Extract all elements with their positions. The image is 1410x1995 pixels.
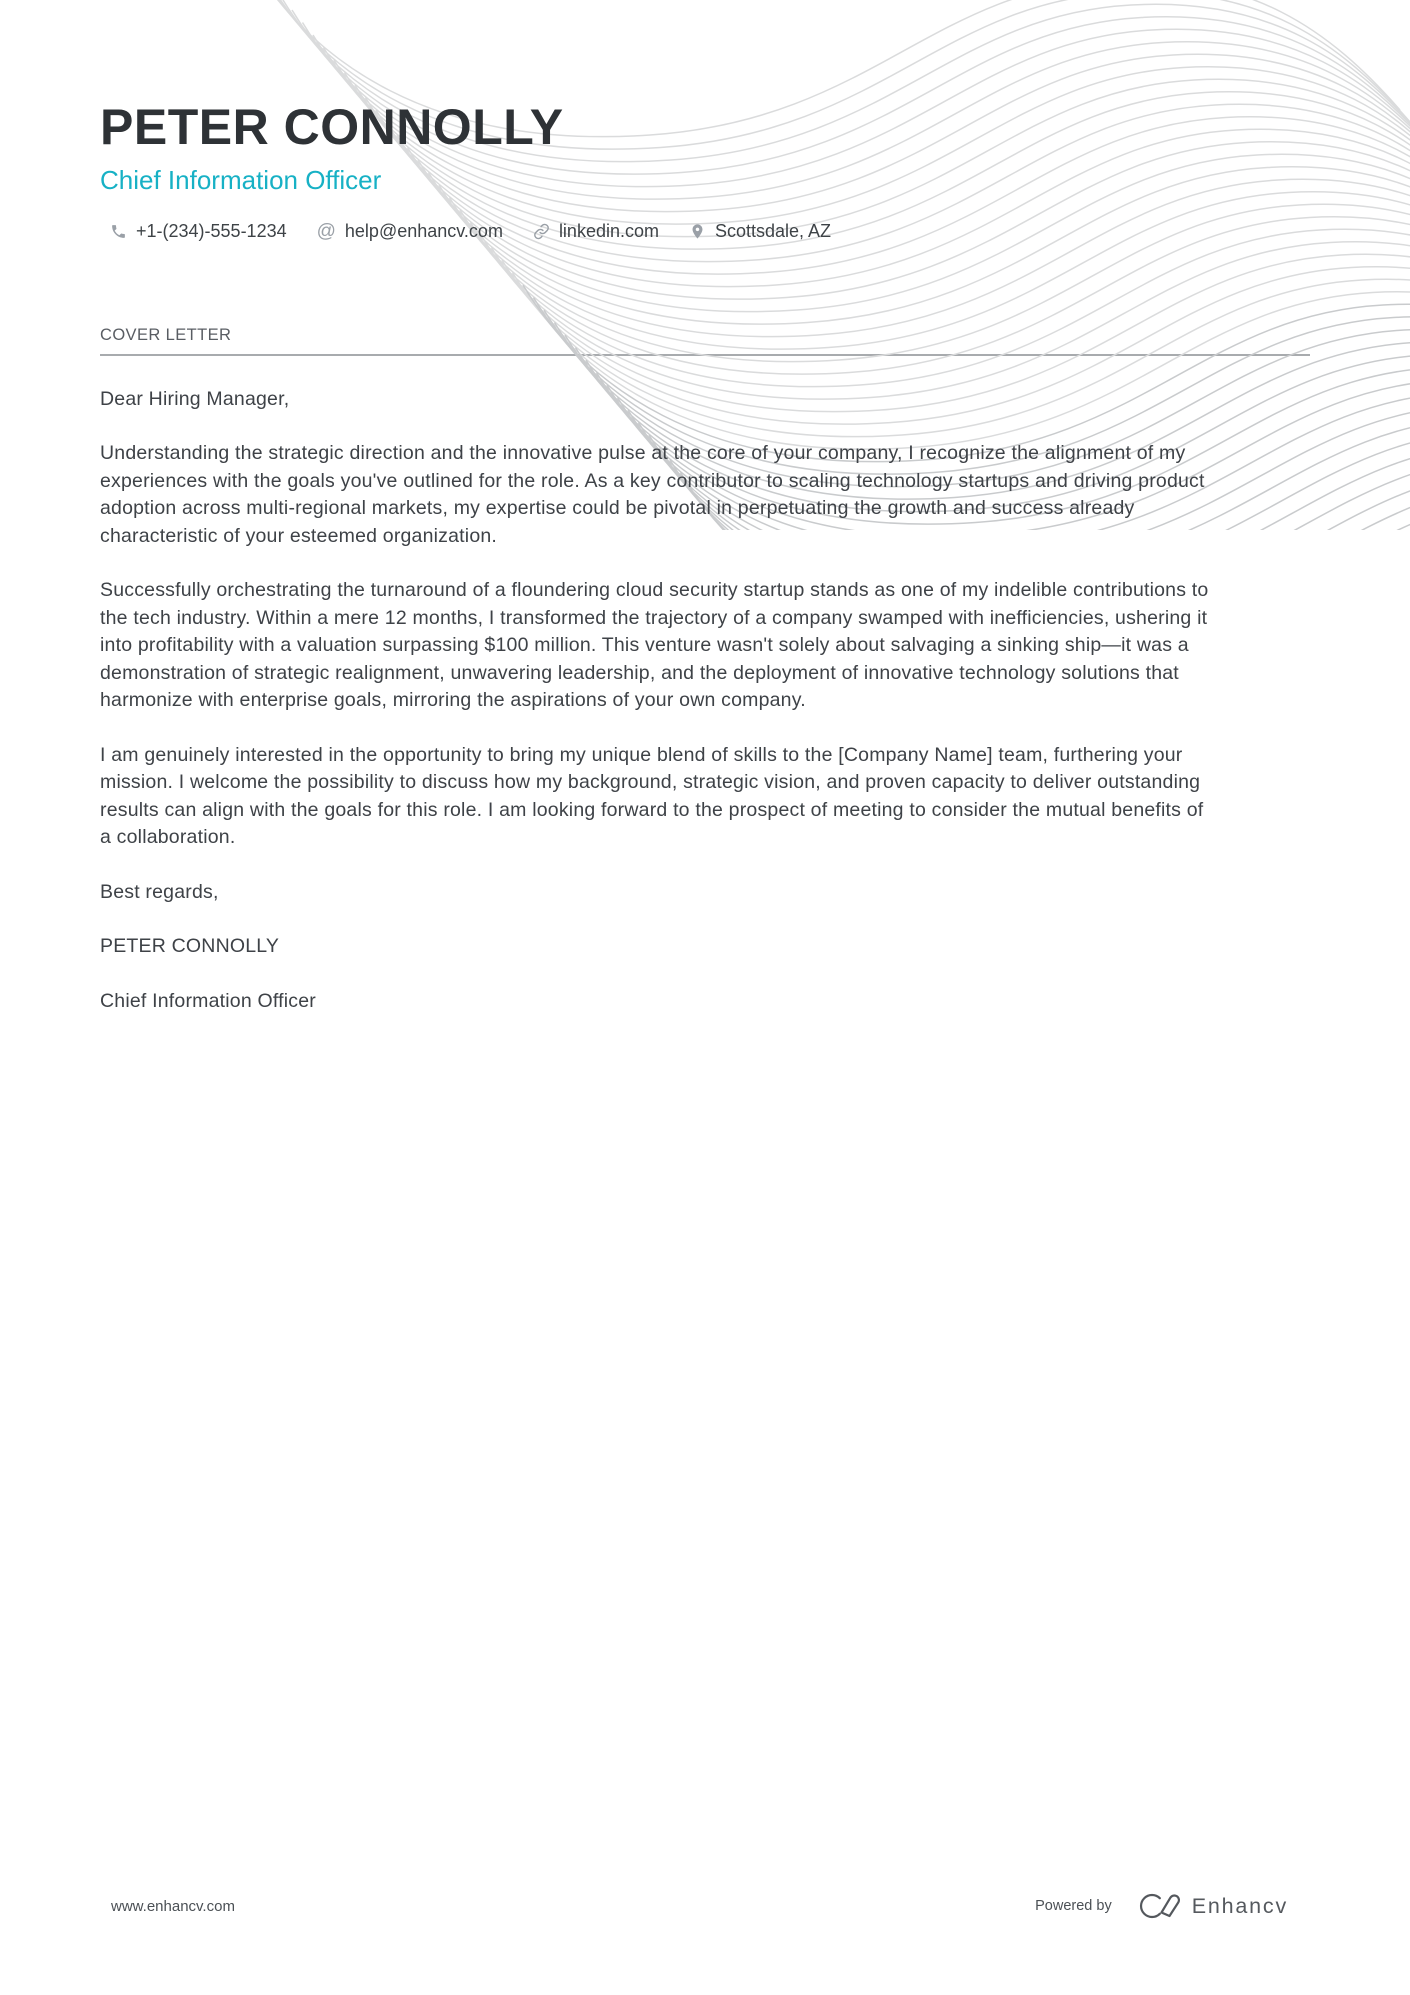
salutation: Dear Hiring Manager,: [100, 387, 290, 410]
contact-linkedin[interactable]: [533, 221, 659, 242]
signature-name: PETER CONNOLLY: [100, 935, 280, 958]
at-icon: @: [316, 220, 336, 242]
section-label-cover-letter: COVER LETTER: [100, 326, 1310, 356]
contact-location: [689, 221, 831, 242]
powered-by-label: Powered by: [1035, 1898, 1112, 1914]
contact-row: [100, 221, 1310, 242]
closing: Best regards,: [100, 880, 219, 903]
enhancv-logo-icon: [1136, 1891, 1182, 1921]
letter-body: [100, 386, 1220, 1016]
location-icon: [689, 223, 706, 240]
contact-phone-text: +1-(234)-555-1234: [136, 220, 287, 241]
contact-location-text: Scottsdale, AZ: [714, 220, 832, 241]
contact-linkedin-text: linkedin.com: [558, 220, 659, 241]
contact-email[interactable]: [317, 221, 503, 242]
contact-email-text: help@enhancv.com: [344, 220, 503, 241]
paragraph: Understanding the strategic direction and the innovative pulse at the core of your company, I recognize the alignment of my experiences with the goals you've outlined for the role. As a key contributor to scaling technology startups and driving product adoption across multi-regional markets, my expertise could be pivotal in perpetuating the growth and success already characteristic of your esteemed organization.: [100, 442, 1205, 547]
signature-title: Chief Information Officer: [100, 989, 316, 1012]
header: [0, 0, 1410, 242]
paragraph: I am genuinely interested in the opportunity to bring my unique blend of skills to the [Company Name] team, furthering your mission. I welcome the possibility to discuss how my background, strategic vision, and proven capacity to deliver outstanding results can align with the goals for this role. I am looking forward to the prospect of meeting to consider the mutual benefits of a collaboration.: [100, 743, 1204, 849]
link-icon: [533, 223, 550, 240]
phone-icon: [110, 223, 127, 240]
paragraph: Successfully orchestrating the turnaround of a floundering cloud security startup stands as one of my indelible contributions to the tech industry. Within a mere 12 months, I transformed the trajectory of a company swamped with inefficiencies, ushering it into profitability with a valuation surpassing $100 million. This venture wasn't solely about salvaging a sinking ship—it was a demonstration of strategic realignment, unwavering leadership, and the deployment of innovative technology solutions that harmonize with enterprise goals, mirroring the aspirations of your own company.: [100, 579, 1209, 712]
page-footer: [111, 1891, 1288, 1921]
job-title: Chief Information Officer: [100, 165, 382, 195]
powered-by-group: [1035, 1891, 1288, 1921]
person-name: PETER CONNOLLY: [100, 99, 564, 155]
website-link[interactable]: www.enhancv.com: [111, 1897, 235, 1915]
contact-phone: [110, 221, 287, 242]
enhancv-wordmark: Enhancv: [1191, 1893, 1288, 1918]
